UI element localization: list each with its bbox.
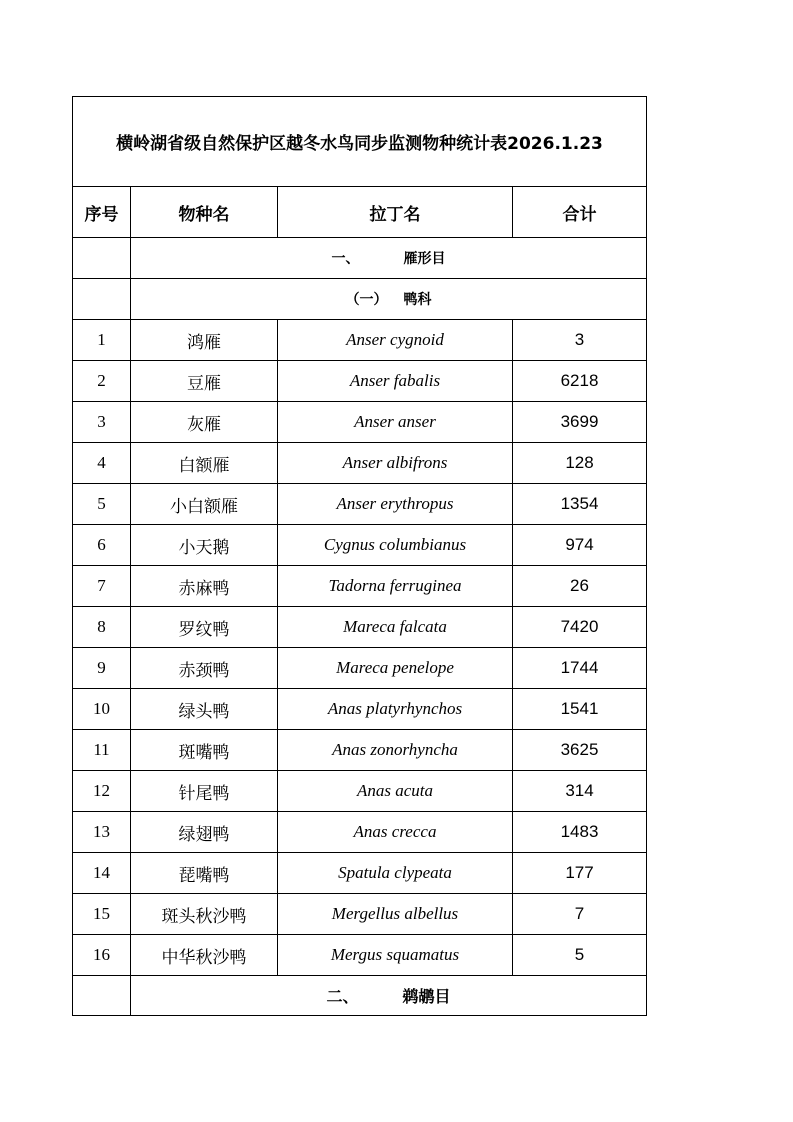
- latin-name: Anas crecca: [278, 812, 513, 853]
- table-row: [73, 320, 647, 361]
- row-index: 8: [73, 607, 131, 648]
- species-name: 中华秋沙鸭: [131, 935, 278, 976]
- latin-name: Mareca falcata: [278, 607, 513, 648]
- family-name: 鸭科: [403, 292, 432, 308]
- latin-name: Mergus squamatus: [278, 935, 513, 976]
- species-total: 7: [513, 894, 647, 935]
- table-row: [73, 894, 647, 935]
- species-total: 7420: [513, 607, 647, 648]
- latin-name: Mergellus albellus: [278, 894, 513, 935]
- order-heading: [131, 976, 647, 1016]
- latin-name: Cygnus columbianus: [278, 525, 513, 566]
- species-total: 3699: [513, 402, 647, 443]
- row-index: 10: [73, 689, 131, 730]
- species-name: 斑头秋沙鸭: [131, 894, 278, 935]
- species-total: 1541: [513, 689, 647, 730]
- latin-name: Anser cygnoid: [278, 320, 513, 361]
- table-row: [73, 566, 647, 607]
- table-row: [73, 607, 647, 648]
- row-index: 12: [73, 771, 131, 812]
- row-index: 14: [73, 853, 131, 894]
- species-total: 974: [513, 525, 647, 566]
- table-row: [73, 853, 647, 894]
- row-index: 1: [73, 320, 131, 361]
- row-index: 16: [73, 935, 131, 976]
- header-latin: 拉丁名: [278, 187, 513, 238]
- row-index: 11: [73, 730, 131, 771]
- table-row: [73, 648, 647, 689]
- species-name: 琵嘴鸭: [131, 853, 278, 894]
- table-row: [73, 443, 647, 484]
- row-index: 2: [73, 361, 131, 402]
- latin-name: Anas zonorhyncha: [278, 730, 513, 771]
- latin-name: Spatula clypeata: [278, 853, 513, 894]
- species-name: 小天鹅: [131, 525, 278, 566]
- family-index-cell: [73, 279, 131, 320]
- species-statistics-table: [72, 96, 647, 1016]
- title-row: [73, 97, 647, 187]
- order-heading: [131, 238, 647, 279]
- row-index: 4: [73, 443, 131, 484]
- species-total: 3: [513, 320, 647, 361]
- row-index: 3: [73, 402, 131, 443]
- species-total: 128: [513, 443, 647, 484]
- order-row-pelecaniformes: [73, 976, 647, 1016]
- species-name: 斑嘴鸭: [131, 730, 278, 771]
- order-index-cell: [73, 976, 131, 1016]
- species-total: 3625: [513, 730, 647, 771]
- latin-name: Anser anser: [278, 402, 513, 443]
- species-total: 1483: [513, 812, 647, 853]
- header-total: 合计: [513, 187, 647, 238]
- table-row: [73, 771, 647, 812]
- species-name: 赤麻鸭: [131, 566, 278, 607]
- family-row-anatidae: [73, 279, 647, 320]
- order-name: 鹈鹕目: [402, 987, 451, 1006]
- table-row: [73, 730, 647, 771]
- row-index: 13: [73, 812, 131, 853]
- species-name: 豆雁: [131, 361, 278, 402]
- order-number: 二、: [326, 987, 359, 1006]
- species-total: 177: [513, 853, 647, 894]
- row-index: 9: [73, 648, 131, 689]
- header-species: 物种名: [131, 187, 278, 238]
- species-name: 绿头鸭: [131, 689, 278, 730]
- table-row: [73, 935, 647, 976]
- order-name: 雁形目: [403, 251, 446, 267]
- latin-name: Mareca penelope: [278, 648, 513, 689]
- row-index: 7: [73, 566, 131, 607]
- species-total: 26: [513, 566, 647, 607]
- species-name: 绿翅鸭: [131, 812, 278, 853]
- species-name: 灰雁: [131, 402, 278, 443]
- latin-name: Anas acuta: [278, 771, 513, 812]
- species-name: 鸿雁: [131, 320, 278, 361]
- latin-name: Tadorna ferruginea: [278, 566, 513, 607]
- species-name: 针尾鸭: [131, 771, 278, 812]
- species-total: 1744: [513, 648, 647, 689]
- table-row: [73, 689, 647, 730]
- row-index: 6: [73, 525, 131, 566]
- order-index-cell: [73, 238, 131, 279]
- species-total: 314: [513, 771, 647, 812]
- family-number: （一）: [345, 292, 388, 308]
- latin-name: Anser albifrons: [278, 443, 513, 484]
- header-row: [73, 187, 647, 238]
- table-title: 横岭湖省级自然保护区越冬水鸟同步监测物种统计表2026.1.23: [73, 97, 647, 187]
- species-name: 罗纹鸭: [131, 607, 278, 648]
- order-number: 一、: [331, 251, 360, 267]
- species-total: 5: [513, 935, 647, 976]
- species-total: 1354: [513, 484, 647, 525]
- order-row-anseriformes: [73, 238, 647, 279]
- header-index: 序号: [73, 187, 131, 238]
- table-row: [73, 484, 647, 525]
- species-name: 赤颈鸭: [131, 648, 278, 689]
- row-index: 15: [73, 894, 131, 935]
- latin-name: Anser fabalis: [278, 361, 513, 402]
- species-total: 6218: [513, 361, 647, 402]
- family-heading: [131, 279, 647, 320]
- row-index: 5: [73, 484, 131, 525]
- table-row: [73, 402, 647, 443]
- table-row: [73, 812, 647, 853]
- species-name: 白额雁: [131, 443, 278, 484]
- species-name: 小白额雁: [131, 484, 278, 525]
- table-row: [73, 525, 647, 566]
- table-row: [73, 361, 647, 402]
- latin-name: Anser erythropus: [278, 484, 513, 525]
- latin-name: Anas platyrhynchos: [278, 689, 513, 730]
